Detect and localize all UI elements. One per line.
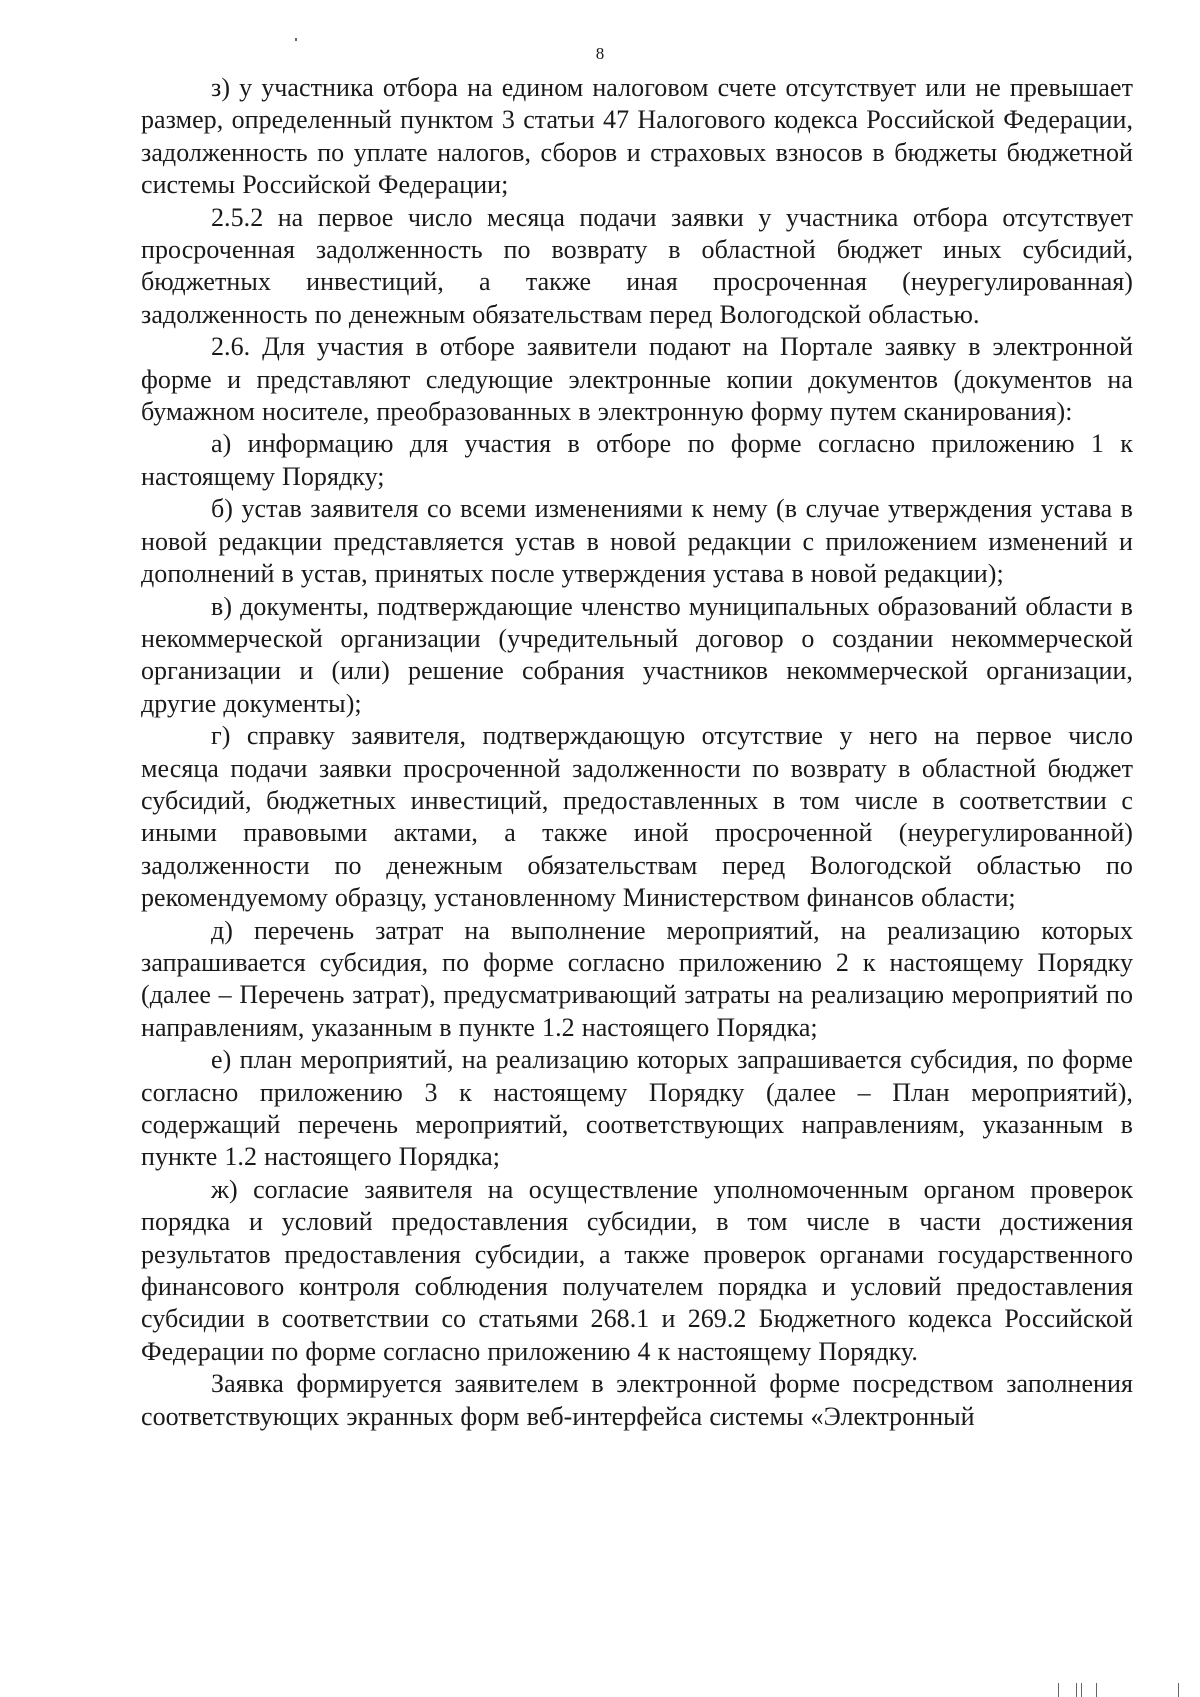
scan-speck	[295, 38, 297, 41]
paragraph-2-6: 2.6. Для участия в отборе заявители подают на Портале заявку в электронной форме и представляют следующие электронные копии документов (документов на бумажном носителе, преобразованных в электронную форму путем сканирования):	[141, 332, 1133, 427]
paragraph-2-5-2: 2.5.2 на первое число месяца подачи заявки у участника отбора отсутствует просроченная задолженность по возврату в областной бюджет иных субсидий, бюджетных инвестиций, а также иная просроченная (неурегулированная) задолженность по денежным обязательствам перед Вологодской областью.	[141, 202, 1133, 329]
scan-mark	[1058, 1683, 1059, 1697]
paragraph-item-e: е) план мероприятий, на реализацию которых запрашивается субсидия, по форме согласно приложению 3 к настоящему Порядку (далее – План мероприятий), содержащий перечень мероприятий, соответствующих направлениям, указанным в пункте 1.2 настоящего Порядка;	[141, 1045, 1133, 1172]
paragraph-item-d: д) перечень затрат на выполнение мероприятий, на реализацию которых запрашивается субсидия, по форме согласно приложению 2 к настоящему Порядку (далее – Перечень затрат), предусматривающий затраты на реализацию мероприятий по направлениям, указанным в пункте 1.2 настоящего Порядка;	[141, 915, 1133, 1042]
paragraph-item-b: б) устав заявителя со всеми изменениями к нему (в случае утверждения устава в новой редакции представляется устав в новой редакции с приложением изменений и дополнений в устав, принятых после утверждения устава в новой редакции);	[141, 494, 1133, 589]
paragraph-application-form: Заявка формируется заявителем в электронной форме посредством заполнения соответствующих экранных форм веб-интерфейса системы «Электронный	[141, 1369, 1133, 1431]
paragraph-item-v: в) документы, подтверждающие членство муниципальных образований области в некоммерческой организации (учредительный договор о создании некоммерческой организации и (или) решение собрания участников некоммерческой организации, другие документы);	[141, 591, 1133, 718]
paragraph-item-g: г) справку заявителя, подтверждающую отсутствие у него на первое число месяца подачи заявки просроченной задолженности по возврату в областной бюджет субсидий, бюджетных инвестиций, предоставленных в том числе в соответствии с иными правовыми актами, а также иной просроченной (неурегулированной) задолженности по денежным обязательствам перед Вологодской областью по рекомендуемому образцу, установленному Министерством финансов области;	[141, 721, 1133, 913]
scan-mark	[1076, 1683, 1077, 1697]
scan-mark	[1178, 1683, 1179, 1697]
scan-mark	[1096, 1683, 1097, 1697]
paragraph-item-zh: ж) согласие заявителя на осуществление уполномоченным органом проверок порядка и условий предоставления субсидии, в том числе в части достижения результатов предоставления субсидии, а также проверок органами государственного финансового контроля соблюдения получателем порядка и условий предоставления субсидии в соответствии со статьями 268.1 и 269.2 Бюджетного кодекса Российской Федерации по форме согласно приложению 4 к настоящему Порядку.	[141, 1174, 1133, 1366]
page-number: 8	[595, 44, 605, 63]
paragraph-1-item-z: з) у участника отбора на едином налоговом счете отсутствует или не превышает размер, определенный пунктом 3 статьи 47 Налогового кодекса Российской Федерации, задолженность по уплате налогов, сборов и страховых взносов в бюджеты бюджетной системы Российской Федерации;	[141, 73, 1133, 200]
document-body	[141, 72, 1133, 1433]
scan-mark	[1081, 1683, 1082, 1697]
paragraph-item-a: а) информацию для участия в отборе по форме согласно приложению 1 к настоящему Порядку;	[141, 429, 1133, 491]
